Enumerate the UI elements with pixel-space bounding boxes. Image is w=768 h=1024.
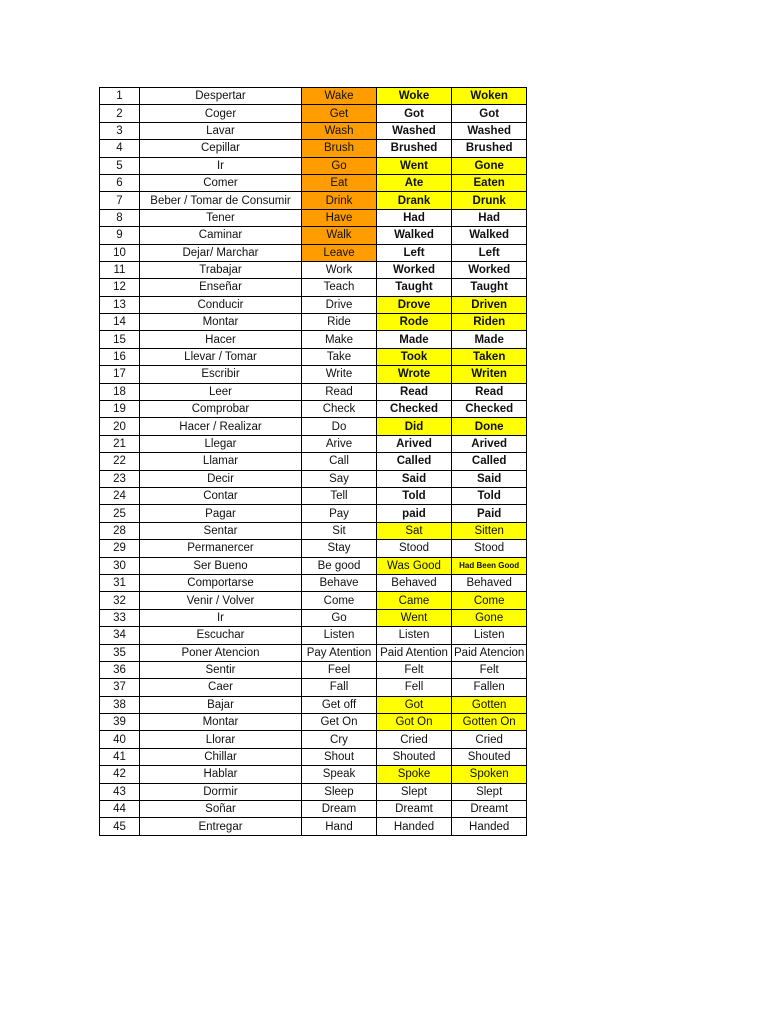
row-number: 34	[100, 627, 140, 644]
base-form: Teach	[302, 279, 377, 296]
base-form: Get off	[302, 696, 377, 713]
table-row	[100, 192, 527, 209]
past-simple: Had	[377, 209, 452, 226]
past-participle: Walked	[452, 227, 527, 244]
spanish-verb: Ir	[140, 609, 302, 626]
past-participle: Gotten On	[452, 714, 527, 731]
row-number: 28	[100, 522, 140, 539]
spanish-verb: Caminar	[140, 227, 302, 244]
base-form: Drink	[302, 192, 377, 209]
row-number: 1	[100, 88, 140, 105]
past-simple: Walked	[377, 227, 452, 244]
past-participle: Gotten	[452, 696, 527, 713]
past-simple: Washed	[377, 122, 452, 139]
table-row	[100, 366, 527, 383]
table-row	[100, 435, 527, 452]
base-form: Wake	[302, 88, 377, 105]
past-simple: Ate	[377, 174, 452, 191]
table-row	[100, 609, 527, 626]
row-number: 35	[100, 644, 140, 661]
table-row	[100, 783, 527, 800]
past-participle: Listen	[452, 627, 527, 644]
base-form: Leave	[302, 244, 377, 261]
past-simple: paid	[377, 505, 452, 522]
base-form: Sit	[302, 522, 377, 539]
past-participle: Dreamt	[452, 801, 527, 818]
past-simple: Read	[377, 383, 452, 400]
row-number: 23	[100, 470, 140, 487]
past-participle: Fallen	[452, 679, 527, 696]
past-simple: Paid Atention	[377, 644, 452, 661]
table-row	[100, 296, 527, 313]
base-form: Get	[302, 105, 377, 122]
spanish-verb: Montar	[140, 314, 302, 331]
base-form: Say	[302, 470, 377, 487]
table-row	[100, 314, 527, 331]
table-row	[100, 731, 527, 748]
table-row	[100, 679, 527, 696]
row-number: 11	[100, 261, 140, 278]
past-participle: Checked	[452, 401, 527, 418]
base-form: Take	[302, 348, 377, 365]
spanish-verb: Soñar	[140, 801, 302, 818]
row-number: 25	[100, 505, 140, 522]
row-number: 4	[100, 140, 140, 157]
table-row	[100, 522, 527, 539]
table-row	[100, 418, 527, 435]
row-number: 10	[100, 244, 140, 261]
table-row	[100, 766, 527, 783]
row-number: 2	[100, 105, 140, 122]
past-simple: Called	[377, 453, 452, 470]
spanish-verb: Comportarse	[140, 574, 302, 591]
past-participle: Cried	[452, 731, 527, 748]
base-form: Hand	[302, 818, 377, 835]
base-form: Stay	[302, 540, 377, 557]
base-form: Listen	[302, 627, 377, 644]
base-form: Read	[302, 383, 377, 400]
spanish-verb: Caer	[140, 679, 302, 696]
row-number: 42	[100, 766, 140, 783]
past-participle: Sitten	[452, 522, 527, 539]
spanish-verb: Escuchar	[140, 627, 302, 644]
past-participle: Worked	[452, 261, 527, 278]
past-participle: Taken	[452, 348, 527, 365]
table-row	[100, 714, 527, 731]
base-form: Cry	[302, 731, 377, 748]
row-number: 8	[100, 209, 140, 226]
base-form: Feel	[302, 661, 377, 678]
past-simple: Arived	[377, 435, 452, 452]
table-row	[100, 88, 527, 105]
spanish-verb: Bajar	[140, 696, 302, 713]
past-simple: Shouted	[377, 748, 452, 765]
table-row	[100, 227, 527, 244]
spanish-verb: Conducir	[140, 296, 302, 313]
spanish-verb: Ir	[140, 157, 302, 174]
spanish-verb: Llegar	[140, 435, 302, 452]
past-participle: Felt	[452, 661, 527, 678]
table-row	[100, 453, 527, 470]
spanish-verb: Llevar / Tomar	[140, 348, 302, 365]
table-row	[100, 748, 527, 765]
spanish-verb: Hacer / Realizar	[140, 418, 302, 435]
base-form: Brush	[302, 140, 377, 157]
past-simple: Woke	[377, 88, 452, 105]
spanish-verb: Despertar	[140, 88, 302, 105]
past-participle: Driven	[452, 296, 527, 313]
row-number: 9	[100, 227, 140, 244]
spanish-verb: Montar	[140, 714, 302, 731]
spanish-verb: Entregar	[140, 818, 302, 835]
table-row	[100, 487, 527, 504]
row-number: 6	[100, 174, 140, 191]
past-simple: Worked	[377, 261, 452, 278]
past-participle: Eaten	[452, 174, 527, 191]
past-simple: Slept	[377, 783, 452, 800]
past-participle: Handed	[452, 818, 527, 835]
base-form: Work	[302, 261, 377, 278]
spanish-verb: Venir / Volver	[140, 592, 302, 609]
past-simple: Drank	[377, 192, 452, 209]
base-form: Sleep	[302, 783, 377, 800]
past-simple: Got	[377, 105, 452, 122]
past-simple: Stood	[377, 540, 452, 557]
past-participle: Left	[452, 244, 527, 261]
spanish-verb: Tener	[140, 209, 302, 226]
row-number: 22	[100, 453, 140, 470]
table-row	[100, 348, 527, 365]
past-participle: Drunk	[452, 192, 527, 209]
row-number: 32	[100, 592, 140, 609]
past-participle: Said	[452, 470, 527, 487]
past-simple: Dreamt	[377, 801, 452, 818]
table-row	[100, 801, 527, 818]
past-participle: Spoken	[452, 766, 527, 783]
past-participle: Brushed	[452, 140, 527, 157]
past-simple: Rode	[377, 314, 452, 331]
past-simple: Behaved	[377, 574, 452, 591]
table-row	[100, 383, 527, 400]
row-number: 18	[100, 383, 140, 400]
table-row	[100, 174, 527, 191]
base-form: Shout	[302, 748, 377, 765]
spanish-verb: Pagar	[140, 505, 302, 522]
base-form: Drive	[302, 296, 377, 313]
base-form: Come	[302, 592, 377, 609]
past-participle: Arived	[452, 435, 527, 452]
base-form: Check	[302, 401, 377, 418]
past-simple: Took	[377, 348, 452, 365]
base-form: Behave	[302, 574, 377, 591]
row-number: 13	[100, 296, 140, 313]
spanish-verb: Hablar	[140, 766, 302, 783]
past-simple: Went	[377, 609, 452, 626]
past-participle: Riden	[452, 314, 527, 331]
past-participle: Stood	[452, 540, 527, 557]
past-participle: Had	[452, 209, 527, 226]
spanish-verb: Llorar	[140, 731, 302, 748]
base-form: Wash	[302, 122, 377, 139]
spanish-verb: Cepillar	[140, 140, 302, 157]
past-simple: Taught	[377, 279, 452, 296]
past-participle: Paid Atencion	[452, 644, 527, 661]
past-simple: Checked	[377, 401, 452, 418]
past-simple: Got	[377, 696, 452, 713]
row-number: 33	[100, 609, 140, 626]
base-form: Dream	[302, 801, 377, 818]
row-number: 17	[100, 366, 140, 383]
base-form: Do	[302, 418, 377, 435]
table-row	[100, 505, 527, 522]
past-simple: Brushed	[377, 140, 452, 157]
table-row	[100, 401, 527, 418]
past-simple: Left	[377, 244, 452, 261]
past-participle: Made	[452, 331, 527, 348]
past-simple: Said	[377, 470, 452, 487]
table-row	[100, 209, 527, 226]
spanish-verb: Comprobar	[140, 401, 302, 418]
table-row	[100, 279, 527, 296]
row-number: 5	[100, 157, 140, 174]
spanish-verb: Coger	[140, 105, 302, 122]
row-number: 7	[100, 192, 140, 209]
row-number: 14	[100, 314, 140, 331]
past-participle: Writen	[452, 366, 527, 383]
past-participle: Gone	[452, 609, 527, 626]
table-row	[100, 140, 527, 157]
row-number: 3	[100, 122, 140, 139]
past-simple: Fell	[377, 679, 452, 696]
verb-table-body	[100, 88, 527, 836]
base-form: Tell	[302, 487, 377, 504]
base-form: Speak	[302, 766, 377, 783]
past-simple: Went	[377, 157, 452, 174]
table-row	[100, 122, 527, 139]
past-participle: Woken	[452, 88, 527, 105]
verb-table	[99, 87, 527, 836]
spanish-verb: Lavar	[140, 122, 302, 139]
spanish-verb: Chillar	[140, 748, 302, 765]
past-participle: Taught	[452, 279, 527, 296]
table-row	[100, 557, 527, 574]
table-row	[100, 818, 527, 835]
base-form: Pay	[302, 505, 377, 522]
base-form: Go	[302, 609, 377, 626]
table-row	[100, 331, 527, 348]
past-simple: Wrote	[377, 366, 452, 383]
table-row	[100, 644, 527, 661]
base-form: Pay Atention	[302, 644, 377, 661]
past-participle: Got	[452, 105, 527, 122]
spanish-verb: Dormir	[140, 783, 302, 800]
base-form: Arive	[302, 435, 377, 452]
spanish-verb: Poner Atencion	[140, 644, 302, 661]
row-number: 39	[100, 714, 140, 731]
table-row	[100, 157, 527, 174]
spanish-verb: Ser Bueno	[140, 557, 302, 574]
spanish-verb: Comer	[140, 174, 302, 191]
past-simple: Sat	[377, 522, 452, 539]
spanish-verb: Permanercer	[140, 540, 302, 557]
row-number: 24	[100, 487, 140, 504]
base-form: Have	[302, 209, 377, 226]
base-form: Walk	[302, 227, 377, 244]
past-participle: Gone	[452, 157, 527, 174]
past-participle: Shouted	[452, 748, 527, 765]
spanish-verb: Hacer	[140, 331, 302, 348]
past-participle: Had Been Good	[452, 557, 527, 574]
past-simple: Felt	[377, 661, 452, 678]
base-form: Be good	[302, 557, 377, 574]
table-row	[100, 574, 527, 591]
past-participle: Paid	[452, 505, 527, 522]
row-number: 41	[100, 748, 140, 765]
spanish-verb: Trabajar	[140, 261, 302, 278]
spanish-verb: Sentir	[140, 661, 302, 678]
base-form: Ride	[302, 314, 377, 331]
past-simple: Was Good	[377, 557, 452, 574]
spanish-verb: Beber / Tomar de Consumir	[140, 192, 302, 209]
row-number: 31	[100, 574, 140, 591]
past-participle: Come	[452, 592, 527, 609]
row-number: 38	[100, 696, 140, 713]
table-row	[100, 244, 527, 261]
row-number: 15	[100, 331, 140, 348]
past-participle: Washed	[452, 122, 527, 139]
past-participle: Slept	[452, 783, 527, 800]
base-form: Go	[302, 157, 377, 174]
past-simple: Did	[377, 418, 452, 435]
past-simple: Told	[377, 487, 452, 504]
table-row	[100, 105, 527, 122]
row-number: 19	[100, 401, 140, 418]
spanish-verb: Contar	[140, 487, 302, 504]
past-simple: Handed	[377, 818, 452, 835]
past-simple: Got On	[377, 714, 452, 731]
row-number: 40	[100, 731, 140, 748]
base-form: Make	[302, 331, 377, 348]
table-row	[100, 261, 527, 278]
past-participle: Called	[452, 453, 527, 470]
spanish-verb: Dejar/ Marchar	[140, 244, 302, 261]
past-simple: Drove	[377, 296, 452, 313]
row-number: 36	[100, 661, 140, 678]
row-number: 12	[100, 279, 140, 296]
past-simple: Cried	[377, 731, 452, 748]
base-form: Write	[302, 366, 377, 383]
past-participle: Behaved	[452, 574, 527, 591]
row-number: 44	[100, 801, 140, 818]
table-row	[100, 592, 527, 609]
row-number: 16	[100, 348, 140, 365]
table-row	[100, 540, 527, 557]
row-number: 21	[100, 435, 140, 452]
table-row	[100, 661, 527, 678]
past-simple: Listen	[377, 627, 452, 644]
spanish-verb: Llamar	[140, 453, 302, 470]
past-participle: Read	[452, 383, 527, 400]
table-row	[100, 696, 527, 713]
base-form: Eat	[302, 174, 377, 191]
spanish-verb: Sentar	[140, 522, 302, 539]
base-form: Get On	[302, 714, 377, 731]
spanish-verb: Leer	[140, 383, 302, 400]
past-simple: Spoke	[377, 766, 452, 783]
row-number: 30	[100, 557, 140, 574]
past-simple: Came	[377, 592, 452, 609]
past-participle: Done	[452, 418, 527, 435]
row-number: 20	[100, 418, 140, 435]
base-form: Fall	[302, 679, 377, 696]
past-simple: Made	[377, 331, 452, 348]
table-row	[100, 627, 527, 644]
table-row	[100, 470, 527, 487]
row-number: 37	[100, 679, 140, 696]
spanish-verb: Decir	[140, 470, 302, 487]
row-number: 43	[100, 783, 140, 800]
base-form: Call	[302, 453, 377, 470]
row-number: 45	[100, 818, 140, 835]
row-number: 29	[100, 540, 140, 557]
spanish-verb: Enseñar	[140, 279, 302, 296]
spanish-verb: Escribir	[140, 366, 302, 383]
past-participle: Told	[452, 487, 527, 504]
